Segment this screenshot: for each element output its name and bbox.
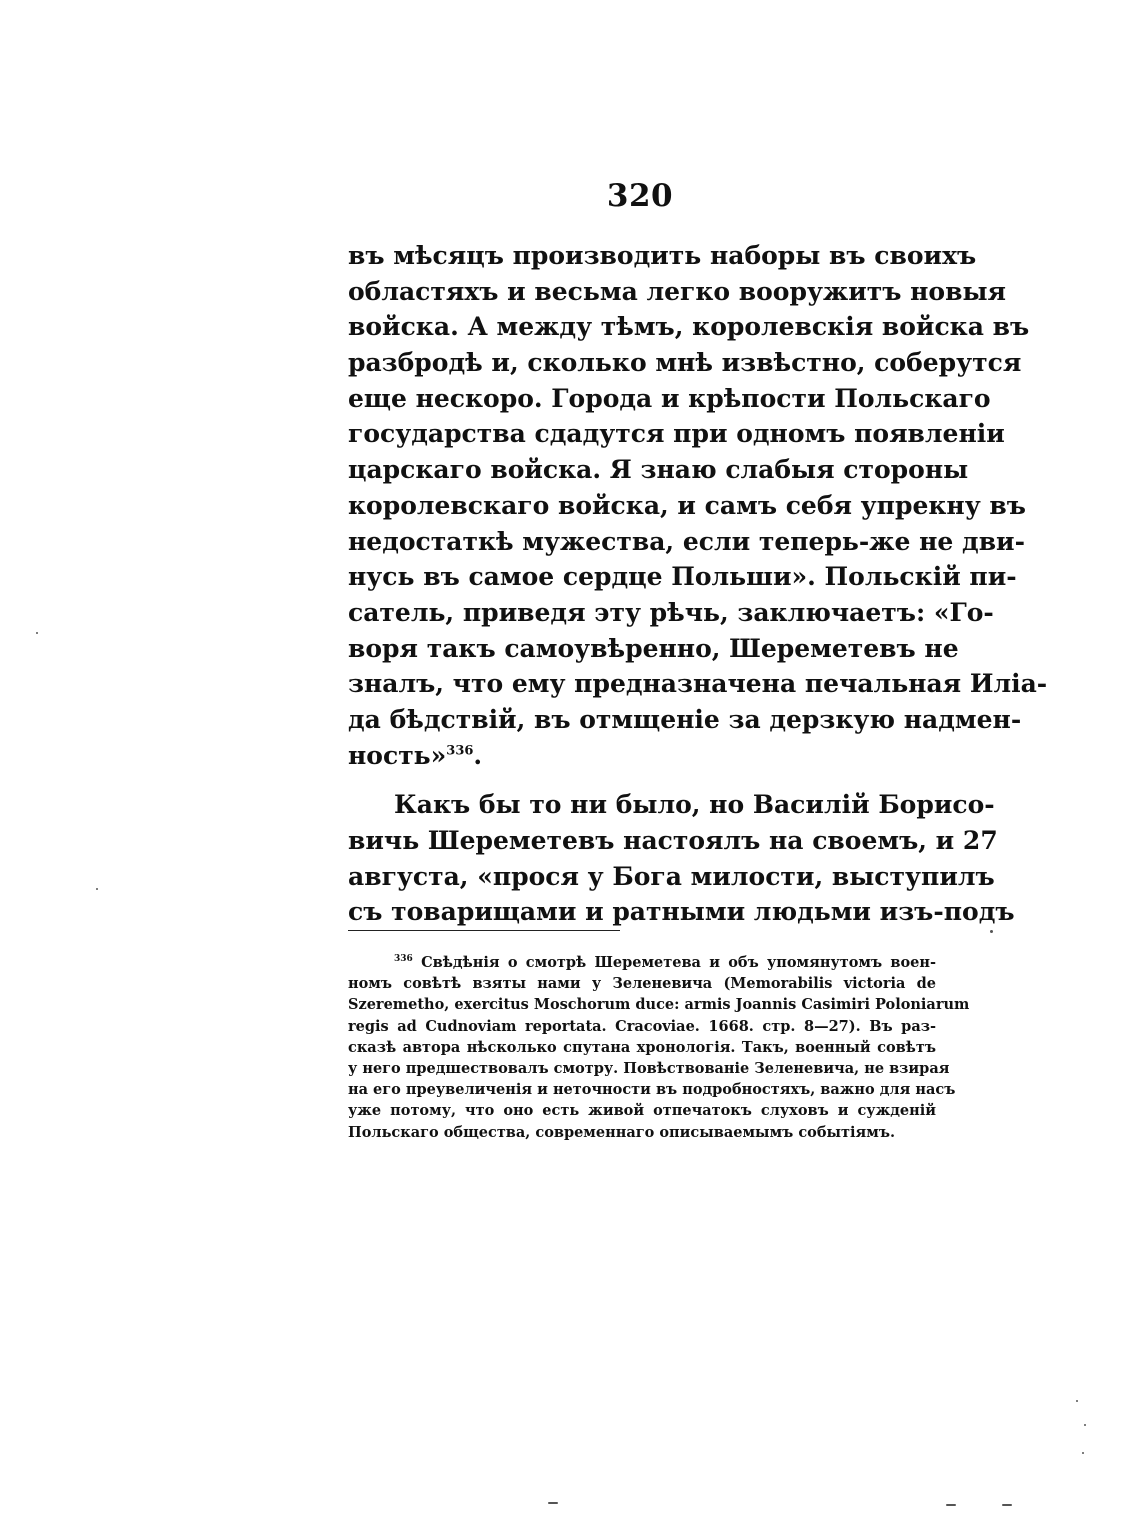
text-line: государства сдадутся при одномъ появленіи	[348, 419, 1005, 449]
footnote-separator	[348, 930, 620, 931]
text-line: да бѣдствій, въ отмщеніе за дерзкую надмен-	[348, 704, 1022, 734]
scan-speck	[1082, 1452, 1084, 1454]
text-line-last	[348, 738, 936, 774]
scan-speck	[1084, 1424, 1086, 1426]
page-number: 320	[606, 178, 674, 214]
text-line: зналъ, что ему предназначена печальная Иліа-	[348, 669, 1048, 699]
scan-speck	[946, 1504, 956, 1506]
footnote-line-text: Свѣдѣнія о смотрѣ Шереметева и объ упомянутомъ воен-	[421, 954, 936, 971]
text-line: областяхъ и весьма легко вооружитъ новыя	[348, 276, 1006, 306]
text-line: августа, «прося у Бога милости, выступилъ	[348, 861, 995, 891]
text-line: воря такъ самоувѣренно, Шереметевъ не	[348, 633, 959, 663]
scan-speck	[96, 888, 98, 890]
text-line: въ мѣсяцъ производить наборы въ своихъ	[348, 241, 977, 270]
scan-speck	[1002, 1504, 1012, 1506]
text-line: царскаго войска. Я знаю слабыя стороны	[348, 455, 969, 485]
footnote-line: уже потому, что оно есть живой отпечатокъ слуховъ и сужденій	[348, 1102, 936, 1120]
footnote-mark: 336	[394, 954, 413, 965]
text-line: еще нескоро. Города и крѣпости Польскаго	[348, 383, 991, 413]
text-line: нусь въ самое сердце Польши». Польскій пи-	[348, 562, 1017, 592]
line-text-end: .	[473, 740, 483, 770]
footnote-336	[348, 952, 970, 1143]
footnote-line: на его преувеличенія и неточности въ подробностяхъ, важно для насъ	[348, 1081, 956, 1099]
footnote-reference[interactable]: 336	[446, 743, 474, 759]
footnote-line: у него предшествовалъ смотру. Повѣствованіе Зеленевича, не взирая	[348, 1059, 950, 1077]
footnote-line	[348, 952, 936, 973]
scan-speck	[36, 632, 38, 634]
footnote-line: сказѣ автора нѣсколько спутана хронологія. Такъ, военный совѣтъ	[348, 1038, 936, 1056]
footnote-line-last: Польскаго общества, современнаго описываемымъ событіямъ.	[348, 1123, 896, 1141]
text-line: недостаткѣ мужества, если теперь-же не дви-	[348, 526, 1025, 556]
scan-speck	[1076, 1400, 1078, 1402]
text-line: сатель, приведя эту рѣчь, заключаетъ: «Го-	[348, 597, 994, 627]
text-line: съ товарищами и ратными людьми изъ-подъ	[348, 897, 1015, 927]
scan-speck	[990, 930, 993, 933]
text-line: вичь Шереметевъ настоялъ на своемъ, и 27	[348, 826, 998, 855]
text-line: Какъ бы то ни было, но Василій Борисо-	[394, 790, 995, 820]
main-text	[348, 238, 1048, 930]
line-text: ность»	[348, 740, 447, 770]
footnote-line: Szeremetho, exercitus Moschorum duce: armis Joannis Casimiri Poloniarum	[348, 996, 970, 1014]
text-line: разбродѣ и, сколько мнѣ извѣстно, соберутся	[348, 348, 1022, 378]
text-line: королевскаго войска, и самъ себя упрекну въ	[348, 490, 1026, 520]
footnote-line: regis ad Cudnoviam reportata. Cracoviae. 1668. стр. 8—27). Въ раз-	[348, 1017, 936, 1035]
scan-speck	[548, 1502, 558, 1504]
paragraph-gap	[348, 773, 936, 787]
footnote-line: номъ совѣтѣ взяты нами у Зеленевича (Memorabilis victoria de	[348, 975, 936, 993]
text-line: войска. А между тѣмъ, королевскія войска въ	[348, 312, 1030, 342]
